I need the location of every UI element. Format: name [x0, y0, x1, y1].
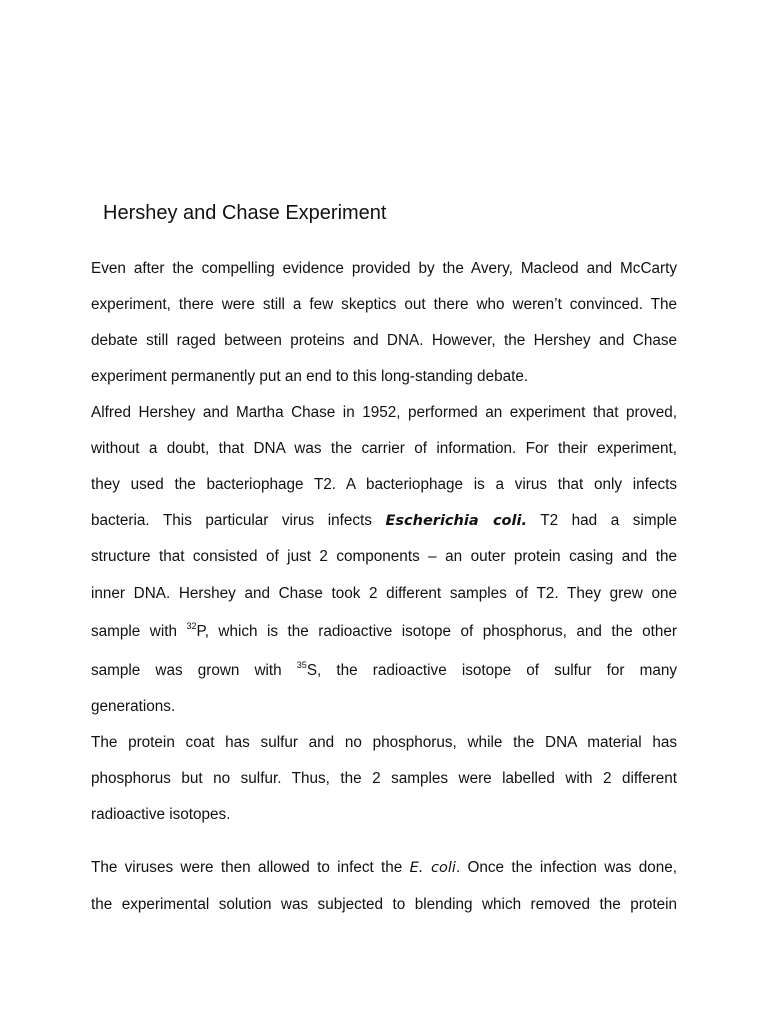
- text-span: sample was grown with: [91, 662, 297, 679]
- paragraph-1-line-3: debate still raged between proteins and DNA. However, the Hershey and Chase: [91, 332, 677, 349]
- isotope-superscript: 35: [296, 660, 307, 670]
- paragraph-2-line-7: [91, 621, 677, 643]
- text-span: bacteria. This particular virus infects: [91, 512, 386, 529]
- text-span: The viruses were then allowed to infect the: [91, 859, 410, 876]
- text-span: P, which is the radioactive isotope of phosphorus, and the other: [196, 623, 678, 640]
- paragraph-3-line-2: phosphorus but no sulfur. Thus, the 2 samples were labelled with 2 different: [91, 770, 677, 787]
- species-name-emphasis: Escherichia coli.: [385, 513, 527, 529]
- text-span: T2 had a simple: [526, 512, 678, 529]
- paragraph-1-line-1: Even after the compelling evidence provided by the Avery, Macleod and McCarty: [91, 260, 677, 277]
- text-span: . Once the infection was done,: [455, 859, 677, 876]
- species-name-italic: E. coli: [409, 860, 456, 876]
- paragraph-3-line-1: The protein coat has sulfur and no phosphorus, while the DNA material has: [91, 734, 677, 751]
- paragraph-4-line-2: the experimental solution was subjected to blending which removed the protein: [91, 896, 677, 913]
- paragraph-1-line-2: experiment, there were still a few skeptics out there who weren’t convinced. The: [91, 296, 677, 313]
- paragraph-2-line-5: structure that consisted of just 2 components – an outer protein casing and the: [91, 548, 677, 565]
- paragraph-2-line-8: [91, 660, 677, 682]
- text-span: sample with: [91, 623, 187, 640]
- paragraph-3-line-3: radioactive isotopes.: [91, 806, 231, 823]
- paragraph-2-line-3: they used the bacteriophage T2. A bacteriophage is a virus that only infects: [91, 476, 677, 493]
- paragraph-2-line-4: [91, 510, 677, 532]
- document-title: Hershey and Chase Experiment: [103, 202, 387, 224]
- isotope-superscript: 32: [186, 621, 197, 631]
- paragraph-2-line-1: Alfred Hershey and Martha Chase in 1952, performed an experiment that proved,: [91, 404, 677, 421]
- paragraph-4-line-1: [91, 857, 677, 879]
- paragraph-1-line-4: experiment permanently put an end to this long-standing debate.: [91, 368, 529, 385]
- paragraph-2-line-2: without a doubt, that DNA was the carrier of information. For their experiment,: [91, 440, 677, 457]
- text-span: S, the radioactive isotope of sulfur for many: [306, 662, 677, 679]
- paragraph-2-line-9: generations.: [91, 698, 176, 715]
- paragraph-2-line-6: inner DNA. Hershey and Chase took 2 different samples of T2. They grew one: [91, 585, 677, 602]
